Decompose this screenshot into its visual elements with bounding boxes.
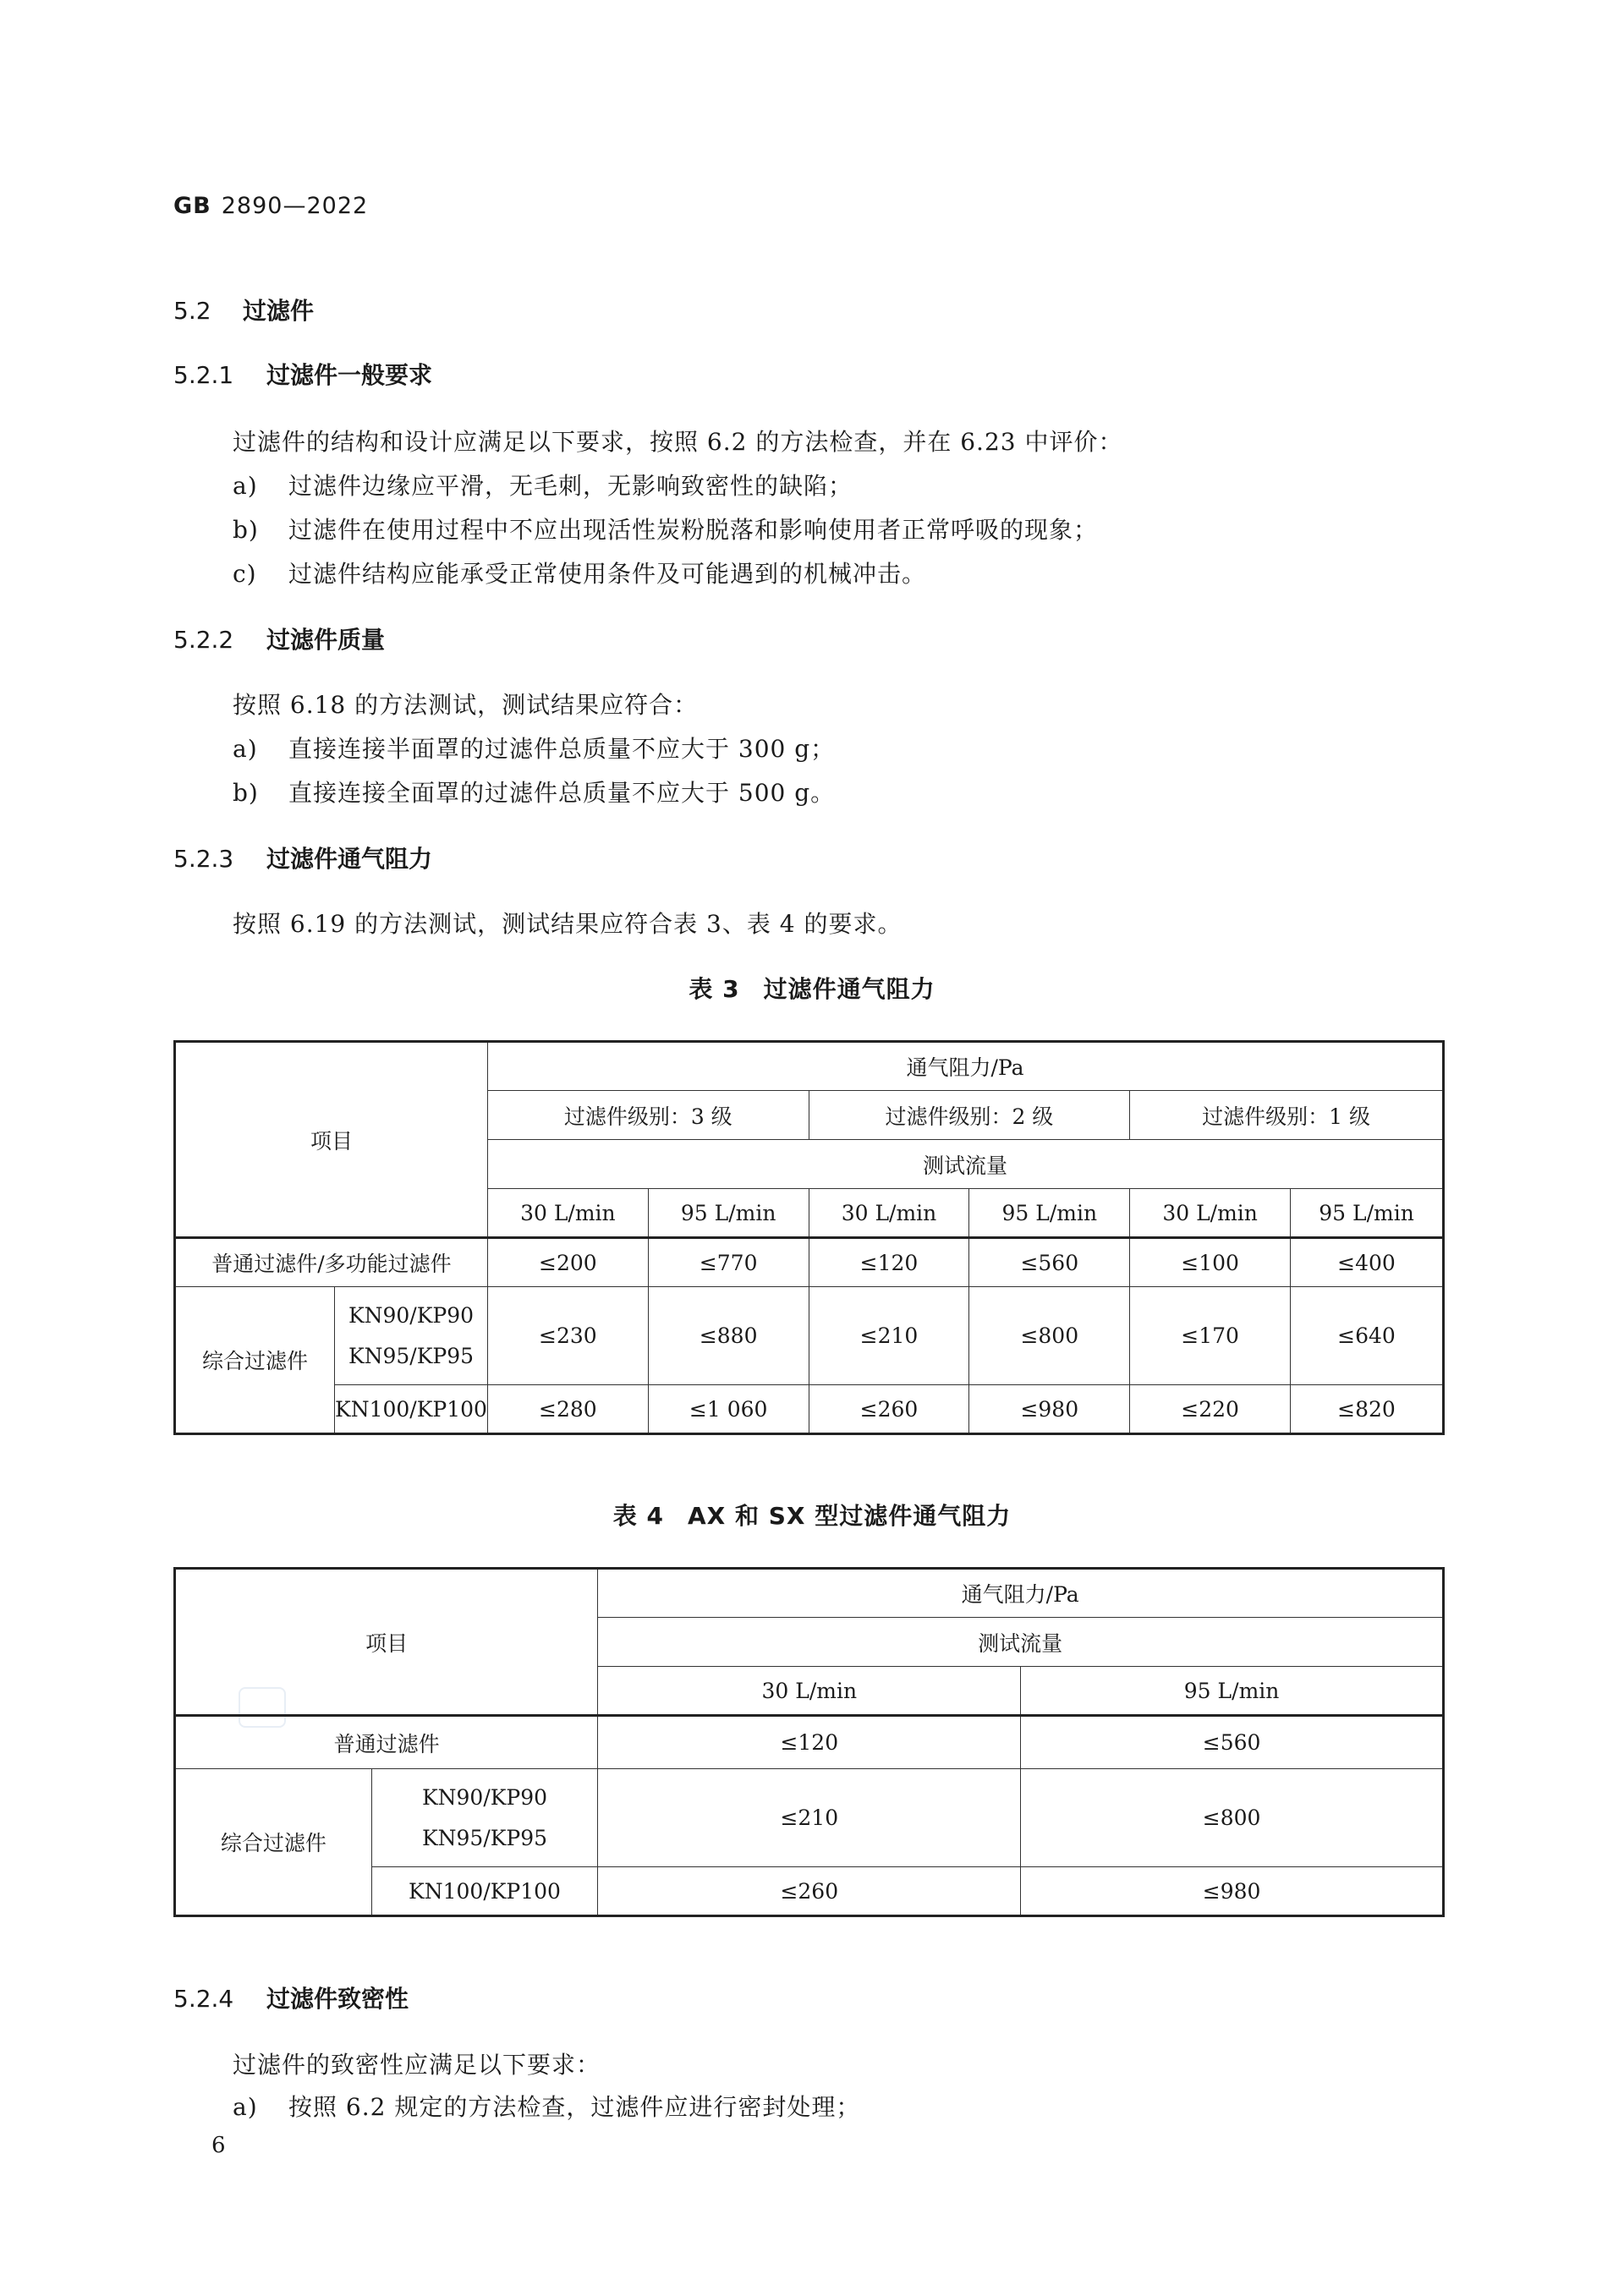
table-cell: ≤260 xyxy=(598,1867,1021,1916)
table-3-caption xyxy=(0,971,1624,1005)
table-cell: ≤640 xyxy=(1291,1287,1444,1385)
list-item xyxy=(233,512,1098,545)
table-cell: ≤170 xyxy=(1130,1287,1291,1385)
table-cell: ≤1 060 xyxy=(648,1385,809,1434)
table-cell: ≤400 xyxy=(1291,1238,1444,1287)
table-header-flow-value: 95 L/min xyxy=(648,1189,809,1238)
table-cell: ≤560 xyxy=(1021,1716,1444,1769)
table-header-flow-value: 95 L/min xyxy=(969,1189,1130,1238)
table-4 xyxy=(173,1567,1445,1917)
row-label-line: KN95/KP95 xyxy=(421,1825,548,1850)
list-marker: b) xyxy=(233,779,259,807)
table-cell: ≤560 xyxy=(969,1238,1130,1287)
list-text: 过滤件在使用过程中不应出现活性炭粉脱落和影响使用者正常呼吸的现象； xyxy=(288,516,1099,544)
row-group-label: 综合过滤件 xyxy=(175,1769,372,1916)
paragraph: 按照 6.18 的方法测试，测试结果应符合： xyxy=(233,691,699,719)
table-row xyxy=(175,1238,1444,1287)
table-cell: ≤120 xyxy=(598,1716,1021,1769)
table-cell: ≤980 xyxy=(969,1385,1130,1434)
row-label: KN100/KP100 xyxy=(335,1385,488,1434)
section-title: 过滤件质量 xyxy=(266,626,386,654)
paragraph: 过滤件的致密性应满足以下要求： xyxy=(233,2051,601,2079)
list-item xyxy=(233,556,926,589)
row-group-label: 综合过滤件 xyxy=(175,1287,335,1434)
table-4-caption xyxy=(0,1498,1624,1532)
table-3 xyxy=(173,1040,1445,1435)
section-5-2-4-heading xyxy=(173,1981,409,2014)
table-cell: ≤210 xyxy=(809,1287,969,1385)
list-marker: a) xyxy=(233,735,258,763)
list-text: 过滤件边缘应平滑，无毛刺，无影响致密性的缺陷； xyxy=(288,472,853,500)
table-number: 表 3 xyxy=(689,975,740,1003)
row-label-line: KN90/KP90 xyxy=(421,1784,548,1810)
table-cell: ≤120 xyxy=(809,1238,969,1287)
table-row xyxy=(175,1769,1444,1867)
table-header-flow-value: 95 L/min xyxy=(1021,1667,1444,1716)
table-header-flow-value: 30 L/min xyxy=(598,1667,1021,1716)
section-title: 过滤件致密性 xyxy=(266,1985,409,2013)
row-label: 普通过滤件/多功能过滤件 xyxy=(175,1238,488,1287)
section-5-2-3-heading xyxy=(173,841,432,874)
list-item xyxy=(233,468,853,501)
table-header-flow-value: 30 L/min xyxy=(809,1189,969,1238)
list-marker: c) xyxy=(233,560,257,588)
section-number: 5.2.1 xyxy=(173,361,234,389)
table-title: 过滤件通气阻力 xyxy=(763,975,935,1003)
section-5-2-2-heading xyxy=(173,622,385,655)
row-label-line: KN90/KP90 xyxy=(348,1302,475,1328)
table-header-flow-value: 95 L/min xyxy=(1291,1189,1444,1238)
list-text: 直接连接全面罩的过滤件总质量不应大于 500 g。 xyxy=(288,779,836,807)
table-row xyxy=(175,1287,1444,1385)
table-title: AX 和 SX 型过滤件通气阻力 xyxy=(687,1502,1012,1530)
table-cell: ≤800 xyxy=(1021,1769,1444,1867)
table-cell: ≤880 xyxy=(648,1287,809,1385)
row-label: 普通过滤件 xyxy=(175,1716,598,1769)
section-5-2-heading xyxy=(173,293,314,326)
list-item xyxy=(233,2089,860,2123)
table-row xyxy=(175,1716,1444,1769)
table-cell: ≤100 xyxy=(1130,1238,1291,1287)
section-number: 5.2.3 xyxy=(173,845,234,873)
section-5-2-1-heading xyxy=(173,357,432,391)
table-cell: ≤820 xyxy=(1291,1385,1444,1434)
table-number: 表 4 xyxy=(612,1502,664,1530)
table-cell: ≤200 xyxy=(487,1238,648,1287)
table-header-resistance: 通气阻力/Pa xyxy=(598,1569,1444,1618)
standard-number: 2890—2022 xyxy=(221,193,369,219)
table-header-flow: 测试流量 xyxy=(487,1140,1443,1189)
table-cell: ≤220 xyxy=(1130,1385,1291,1434)
list-item xyxy=(233,731,835,764)
standard-code: GB xyxy=(173,193,211,219)
table-header-level: 过滤件级别：1 级 xyxy=(1130,1091,1444,1140)
table-cell: ≤980 xyxy=(1021,1867,1444,1916)
table-header-level: 过滤件级别：2 级 xyxy=(809,1091,1130,1140)
table-header-resistance: 通气阻力/Pa xyxy=(487,1042,1443,1091)
table-cell: ≤230 xyxy=(487,1287,648,1385)
section-number: 5.2.4 xyxy=(173,1985,234,2013)
list-marker: b) xyxy=(233,516,259,544)
table-cell: ≤800 xyxy=(969,1287,1130,1385)
list-marker: a) xyxy=(233,2093,258,2121)
table-header-item: 项目 xyxy=(175,1569,598,1716)
page-number: 6 xyxy=(211,2133,226,2158)
list-item xyxy=(233,775,835,808)
table-cell: ≤280 xyxy=(487,1385,648,1434)
table-row xyxy=(175,1385,1444,1434)
row-label: KN100/KP100 xyxy=(371,1867,598,1916)
list-text: 过滤件结构应能承受正常使用条件及可能遇到的机械冲击。 xyxy=(288,560,927,588)
list-text: 直接连接半面罩的过滤件总质量不应大于 300 g； xyxy=(288,735,836,763)
paragraph: 过滤件的结构和设计应满足以下要求，按照 6.2 的方法检查，并在 6.23 中评价： xyxy=(233,428,1123,456)
row-label xyxy=(335,1287,488,1385)
list-marker: a) xyxy=(233,472,258,500)
table-header-item: 项目 xyxy=(175,1042,488,1238)
section-number: 5.2.2 xyxy=(173,626,234,654)
row-label xyxy=(371,1769,598,1867)
list-text: 按照 6.2 规定的方法检查，过滤件应进行密封处理； xyxy=(288,2093,861,2121)
table-header-level: 过滤件级别：3 级 xyxy=(487,1091,809,1140)
table-header-flow: 测试流量 xyxy=(598,1618,1444,1667)
section-title: 过滤件一般要求 xyxy=(266,361,433,389)
table-header-flow-value: 30 L/min xyxy=(487,1189,648,1238)
table-cell: ≤210 xyxy=(598,1769,1021,1867)
row-label-line: KN95/KP95 xyxy=(348,1343,475,1368)
section-number: 5.2 xyxy=(173,297,211,325)
table-cell: ≤260 xyxy=(809,1385,969,1434)
table-header-flow-value: 30 L/min xyxy=(1130,1189,1291,1238)
section-title: 过滤件 xyxy=(243,297,315,325)
section-title: 过滤件通气阻力 xyxy=(266,845,433,873)
standard-header xyxy=(173,193,368,219)
table-cell: ≤770 xyxy=(648,1238,809,1287)
paragraph: 按照 6.19 的方法测试，测试结果应符合表 3、表 4 的要求。 xyxy=(233,910,903,938)
